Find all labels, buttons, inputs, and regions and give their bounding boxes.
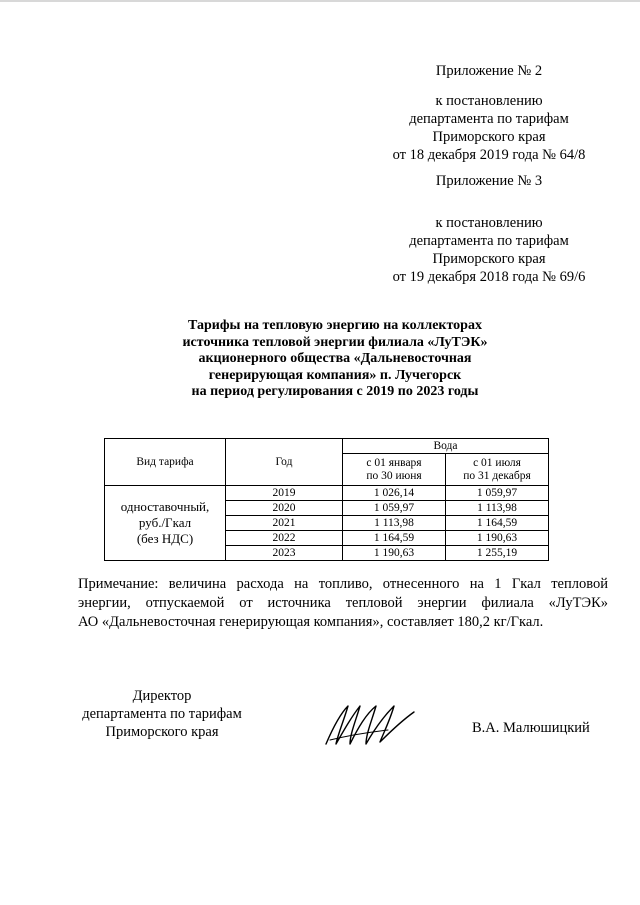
header-period-1 (343, 454, 446, 486)
tariff-type-cell (105, 486, 226, 561)
note-line-2: энергии, отпускаемой от источника тепловой энергии филиала «ЛуТЭК» (78, 595, 608, 611)
year-cell: 2023 (226, 546, 343, 561)
signer-position-line-1: Директор (132, 688, 192, 704)
title-line-5: на период регулирования с 2019 по 2023 годы (191, 384, 479, 399)
document-title (120, 318, 550, 401)
tariff-h1-cell: 1 190,63 (343, 546, 446, 561)
appendix-2-line-3: Приморского края (432, 129, 546, 145)
appendix-3-title: Приложение № 3 (435, 173, 543, 189)
scan-edge-line (0, 0, 640, 2)
year-cell: 2021 (226, 516, 343, 531)
tariff-type-line-3: (без НДС) (136, 531, 194, 546)
tariff-type-line-1: одноставочный, (120, 499, 210, 514)
tariff-type-line-2: руб./Гкал (138, 515, 192, 530)
table-row (105, 486, 549, 501)
signer-position-line-2: департамента по тарифам (82, 706, 242, 722)
appendix-3-line-1: к постановлению (435, 215, 543, 231)
table-header-row (105, 439, 549, 454)
fuel-note (78, 575, 608, 632)
note-line-3: АО «Дальневосточная генерирующая компания», составляет 180,2 кг/Гкал. (78, 614, 544, 630)
tariff-h2-cell: 1 059,97 (446, 486, 549, 501)
appendix-2-line-4: от 18 декабря 2019 года № 64/8 (392, 147, 586, 163)
year-cell: 2019 (226, 486, 343, 501)
title-line-4: генерирующая компания» п. Лучегорск (208, 367, 462, 383)
tariff-h1-cell: 1 059,97 (343, 501, 446, 516)
year-cell: 2020 (226, 501, 343, 516)
handwritten-signature (318, 700, 418, 748)
signer-position (72, 687, 252, 741)
tariff-h2-cell: 1 113,98 (446, 501, 549, 516)
appendix-3-line-4: от 19 декабря 2018 года № 69/6 (392, 269, 586, 285)
title-line-1: Тарифы на тепловую энергию на коллекторах (188, 318, 482, 333)
tariff-h2-cell: 1 164,59 (446, 516, 549, 531)
tariff-h2-cell: 1 190,63 (446, 531, 549, 546)
tariff-h1-cell: 1 026,14 (343, 486, 446, 501)
appendix-3-block (374, 172, 604, 286)
tariff-table (104, 438, 549, 561)
signer-position-line-3: Приморского края (105, 724, 219, 740)
period-1-line-2: по 30 июня (366, 469, 422, 482)
header-tariff-type: Вид тарифа (105, 439, 226, 486)
header-period-2 (446, 454, 549, 486)
signer-name: В.А. Малюшицкий (472, 720, 590, 736)
period-1-line-1: с 01 января (366, 457, 422, 470)
note-line-1: Примечание: величина расхода на топливо, отнесенного на 1 Гкал тепловой (78, 576, 608, 592)
tariff-h1-cell: 1 113,98 (343, 516, 446, 531)
header-year: Год (226, 439, 343, 486)
tariff-h2-cell: 1 255,19 (446, 546, 549, 561)
appendix-2-line-1: к постановлению (435, 93, 543, 109)
title-line-3: акционерного общества «Дальневосточная (198, 351, 472, 366)
year-cell: 2022 (226, 531, 343, 546)
appendix-3-line-2: департамента по тарифам (409, 233, 569, 249)
header-water: Вода (343, 439, 549, 454)
tariff-h1-cell: 1 164,59 (343, 531, 446, 546)
appendix-2-block (374, 62, 604, 164)
period-2-line-2: по 31 декабря (463, 469, 531, 482)
appendix-3-line-3: Приморского края (432, 251, 546, 267)
appendix-2-line-2: департамента по тарифам (409, 111, 569, 127)
period-2-line-1: с 01 июля (473, 457, 521, 470)
title-line-2: источника тепловой энергии филиала «ЛуТЭК» (182, 334, 488, 350)
appendix-2-title: Приложение № 2 (435, 63, 543, 79)
